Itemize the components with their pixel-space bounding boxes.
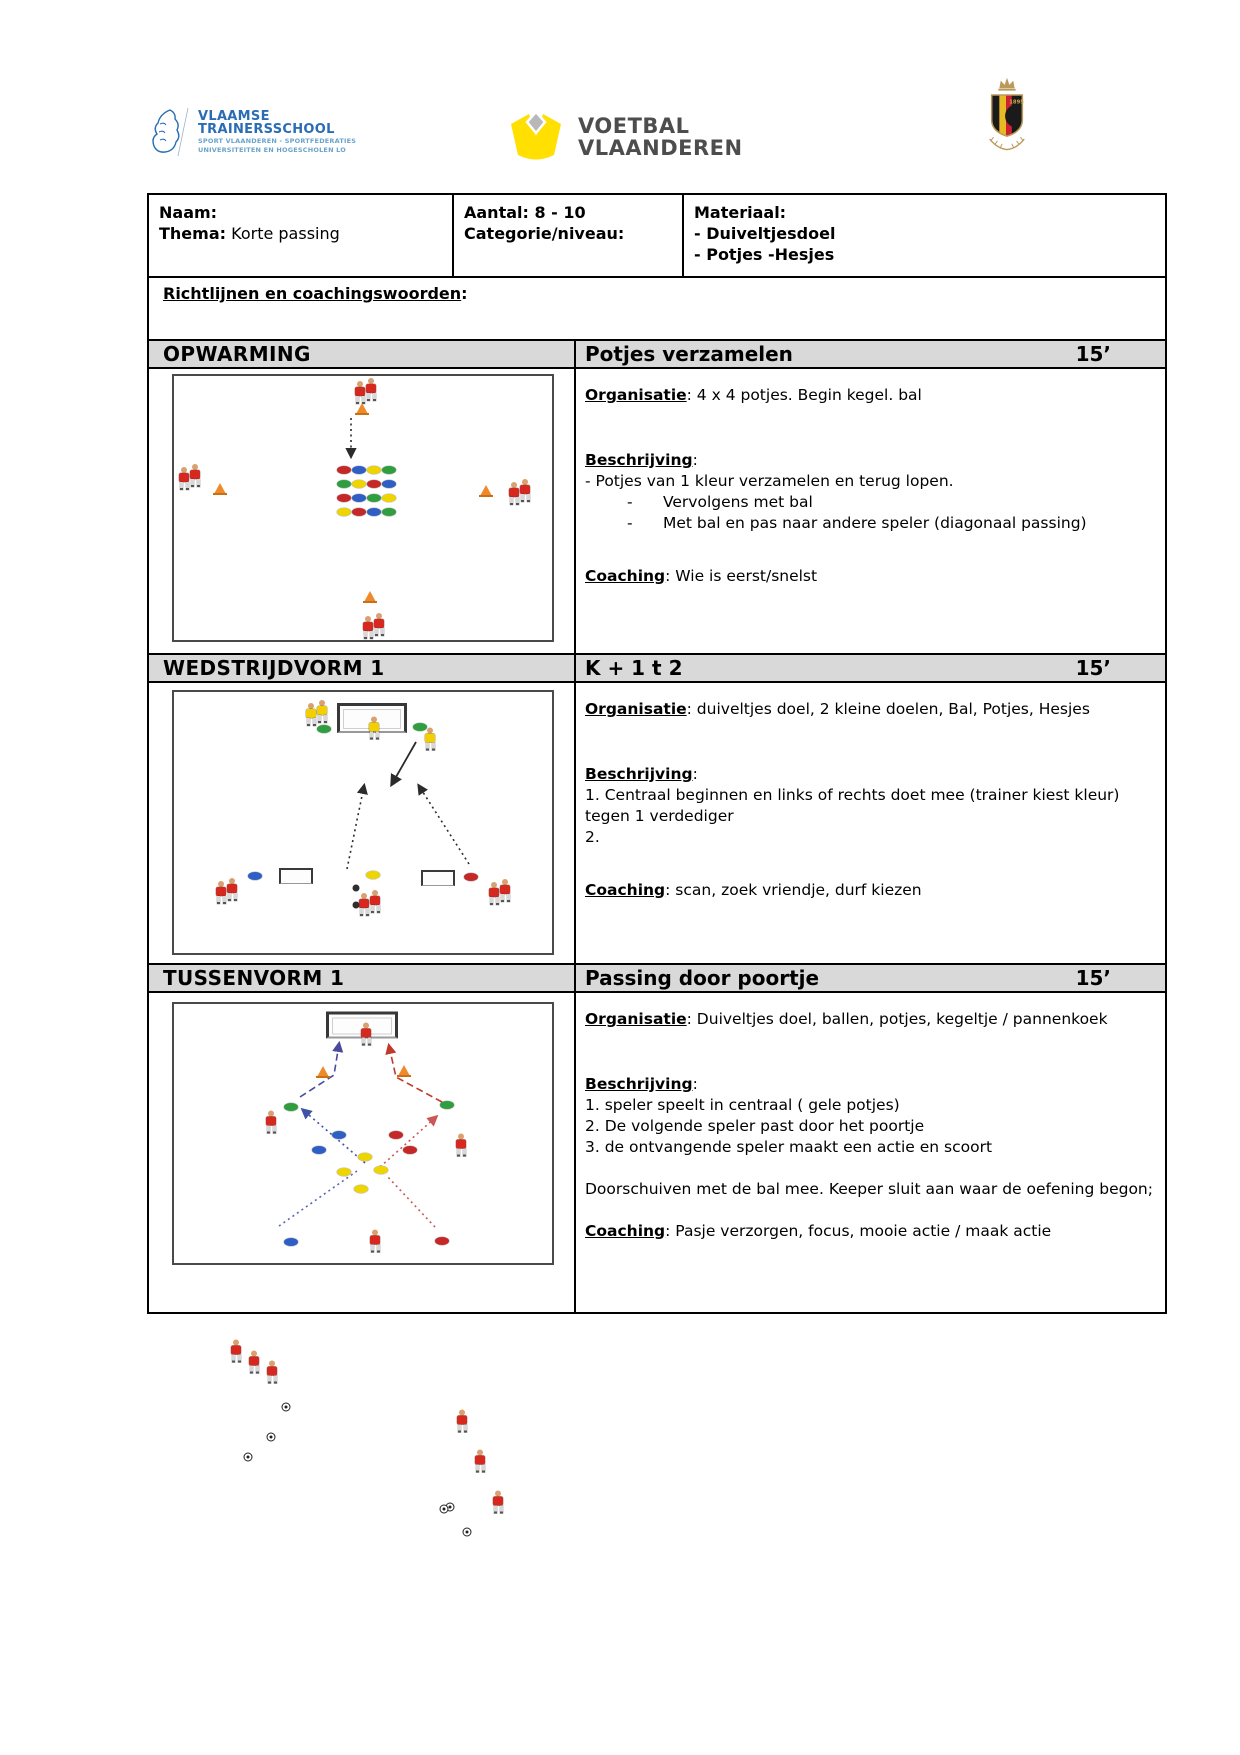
- section-duration: 15’: [1075, 966, 1111, 990]
- categorie-label: Categorie/niveau:: [464, 224, 625, 243]
- diagram-cell-1: [149, 369, 576, 653]
- disc-icon: [337, 466, 351, 474]
- organisatie-label: Organisatie: [585, 386, 687, 404]
- coaching-text: : Pasje verzorgen, focus, mooie actie / maak actie: [665, 1222, 1052, 1240]
- beschrijving-line-1: 1. Centraal beginnen en links of rechts doet mee (trainer kiest kleur) tegen 1 verdediger: [585, 786, 1120, 825]
- diagram-2: [172, 690, 554, 955]
- disc-icon: [464, 873, 478, 881]
- disc-icon: [352, 480, 366, 488]
- beschrijving-line-1: 1. speler speelt in centraal ( gele potjes): [585, 1096, 900, 1114]
- disc-icon: [352, 494, 366, 502]
- player-mid-right: [455, 1134, 467, 1159]
- vv-name-line1: VOETBAL: [578, 114, 690, 138]
- disc-icon: [354, 1185, 368, 1193]
- beschrijving-label: Beschrijving: [585, 765, 693, 783]
- beschrijving-line-2: Vervolgens met bal: [663, 493, 813, 511]
- aantal-label: Aantal: 8 - 10: [464, 203, 586, 222]
- vlaamse-trainersschool-logo: [146, 106, 356, 158]
- richtlijnen-label: Richtlijnen en coachingswoorden: [163, 284, 462, 303]
- section-title: K + 1 t 2: [585, 656, 683, 680]
- player-pair-bottom: [362, 613, 386, 641]
- beschrijving-line-2: 2. De volgende speler past door het poortje: [585, 1117, 925, 1135]
- section-duration: 15’: [1075, 342, 1111, 366]
- player-group-br-2: [474, 1450, 486, 1475]
- doorschuiven-paragraph: Doorschuiven met de bal mee. Keeper sluit aan waar de oefening begon;: [585, 1180, 1153, 1198]
- vv-logo-text: [578, 115, 743, 159]
- organisatie-label: Organisatie: [585, 1010, 687, 1028]
- disc-icon: [317, 725, 331, 733]
- beschrijving-line-1: - Potjes van 1 kleur verzamelen en terug lopen.: [585, 472, 954, 490]
- beschrijving-label: Beschrijving: [585, 1075, 693, 1093]
- disc-icon: [440, 1101, 454, 1109]
- section-phase-label: OPWARMING: [149, 341, 576, 367]
- beschrijving-label: Beschrijving: [585, 451, 693, 469]
- vv-name-line2: VLAANDEREN: [578, 136, 743, 160]
- section-text-opwarming: [576, 369, 1165, 653]
- cone-top: [355, 403, 369, 415]
- materiaal-item-1: - Duiveltjesdoel: [694, 224, 836, 243]
- disc-icon: [352, 508, 366, 516]
- section-duration: 15’: [1075, 656, 1111, 680]
- info-cell-materiaal: [684, 195, 1165, 276]
- bullet-dash: -: [627, 493, 633, 511]
- player-central: [369, 1230, 381, 1255]
- disc-icon: [366, 871, 380, 879]
- coaching-label: Coaching: [585, 567, 666, 585]
- player-yellow-right: [424, 728, 436, 753]
- diagram-3: [172, 1002, 554, 1265]
- mini-goal-right: [421, 870, 455, 886]
- thema-value: Korte passing: [231, 224, 340, 243]
- info-cell-naam: [149, 195, 454, 276]
- thema-label: Thema:: [159, 224, 227, 243]
- disc-icon: [337, 1168, 351, 1176]
- section-header-tussenvorm: [149, 963, 1165, 993]
- disc-icon: [332, 1131, 346, 1139]
- disc-icon: [367, 480, 381, 488]
- disc-icon: [382, 494, 396, 502]
- session-table: [147, 193, 1167, 1314]
- info-row: [149, 195, 1165, 278]
- coaching-text: : Wie is eerst/snelst: [665, 567, 818, 585]
- rbfa-year-label: 1895: [1009, 99, 1024, 106]
- vts-name-line1: VLAAMSE: [198, 109, 270, 124]
- disc-icon: [389, 1131, 403, 1139]
- section-title: Passing door poortje: [585, 966, 820, 990]
- bullet-dash: -: [627, 514, 633, 532]
- disc-icon: [374, 1166, 388, 1174]
- section-phase-label: TUSSENVORM 1: [149, 965, 576, 991]
- richtlijnen-row: [149, 278, 1165, 339]
- player-pair-right: [508, 479, 532, 507]
- keeper: [368, 717, 380, 742]
- belgian-fa-crest-icon: [984, 74, 1030, 160]
- disc-icon: [337, 494, 351, 502]
- disc-icon: [382, 466, 396, 474]
- player-pair-yellow-left: [305, 700, 329, 728]
- player-mid-left: [265, 1111, 277, 1136]
- beschrijving-colon: :: [692, 765, 698, 783]
- belgian-fa-crest: [984, 74, 1030, 164]
- player-group-bl-1: [230, 1340, 242, 1365]
- keeper: [360, 1023, 372, 1048]
- vts-sub-line1: SPORT VLAANDEREN - SPORTFEDERATIES: [198, 137, 357, 145]
- richtlijnen-colon: :: [461, 284, 468, 303]
- ballw-icon: [267, 1433, 276, 1442]
- disc-icon: [352, 466, 366, 474]
- disc-icon: [284, 1238, 298, 1246]
- cone-left: [316, 1066, 330, 1078]
- disc-icon: [435, 1237, 449, 1245]
- materiaal-label: Materiaal:: [694, 203, 787, 222]
- diagram-cell-3: [149, 993, 576, 1312]
- mini-goal-left: [279, 868, 313, 884]
- materiaal-item-2: - Potjes -Hesjes: [694, 245, 835, 264]
- cone-right: [479, 485, 493, 497]
- naam-label: Naam:: [159, 203, 218, 222]
- section-header-wedstrijdvorm: [149, 653, 1165, 683]
- player-pair-left: [178, 464, 202, 492]
- player-group-bl-3: [266, 1361, 278, 1386]
- organisatie-text: : 4 x 4 potjes. Begin kegel. bal: [686, 386, 922, 404]
- disc-icon: [367, 466, 381, 474]
- disc-icon: [337, 508, 351, 516]
- voetbal-vlaanderen-logo: [508, 110, 743, 164]
- beschrijving-colon: :: [692, 451, 698, 469]
- disc-icon: [382, 508, 396, 516]
- player-pair-top: [354, 378, 378, 406]
- coaching-label: Coaching: [585, 1222, 666, 1240]
- player-pair-red-left: [215, 878, 239, 906]
- voetbal-vlaanderen-crest-icon: [508, 110, 564, 164]
- disc-icon: [358, 1153, 372, 1161]
- player-group-br-1: [456, 1410, 468, 1435]
- ball-icon: [353, 885, 360, 892]
- beschrijving-line-3: 3. de ontvangende speler maakt een actie en scoort: [585, 1138, 993, 1156]
- disc-icon: [248, 872, 262, 880]
- disc-icon: [337, 480, 351, 488]
- ballw-icon: [244, 1453, 253, 1462]
- vts-logo-text: [198, 110, 356, 154]
- vts-sub-line2: UNIVERSITEITEN EN HOGESCHOLEN LO: [198, 146, 347, 154]
- coaching-text: : scan, zoek vriendje, durf kiezen: [665, 881, 922, 899]
- flemish-lion-icon: [146, 106, 190, 158]
- disc-icon: [382, 480, 396, 488]
- disc-icon: [367, 494, 381, 502]
- ballw-icon: [282, 1403, 291, 1412]
- diagram-1: [172, 374, 554, 642]
- cone-left: [213, 483, 227, 495]
- player-group-br-3: [492, 1491, 504, 1516]
- disc-icon: [403, 1146, 417, 1154]
- section-title: Potjes verzamelen: [585, 342, 793, 366]
- section-body-wedstrijdvorm: [149, 683, 1165, 963]
- ball-icon: [353, 902, 360, 909]
- organisatie-text: : Duiveltjes doel, ballen, potjes, kegeltje / pannenkoek: [686, 1010, 1108, 1028]
- player-group-bl-2: [248, 1351, 260, 1376]
- beschrijving-line-3: Met bal en pas naar andere speler (diagonaal passing): [663, 514, 1087, 532]
- section-body-tussenvorm: [149, 993, 1165, 1312]
- vts-name-line2: TRAINERSSCHOOL: [198, 122, 335, 137]
- cone-bottom: [363, 591, 377, 603]
- info-cell-aantal: [454, 195, 684, 276]
- ballw-icon: [440, 1505, 449, 1514]
- organisatie-text: : duiveltjes doel, 2 kleine doelen, Bal, Potjes, Hesjes: [686, 700, 1090, 718]
- section-text-wedstrijdvorm: [576, 683, 1165, 963]
- player-pair-red-right: [488, 879, 512, 907]
- disc-icon: [312, 1146, 326, 1154]
- disc-icon: [367, 508, 381, 516]
- beschrijving-colon: :: [692, 1075, 698, 1093]
- section-header-opwarming: [149, 339, 1165, 369]
- section-body-opwarming: [149, 369, 1165, 653]
- disc-icon: [413, 723, 427, 731]
- section-phase-label: WEDSTRIJDVORM 1: [149, 655, 576, 681]
- ballw-icon: [463, 1528, 472, 1537]
- beschrijving-line-2: 2.: [585, 828, 600, 846]
- diagram-cell-2: [149, 683, 576, 963]
- cone-right: [397, 1065, 411, 1077]
- organisatie-label: Organisatie: [585, 700, 687, 718]
- section-text-tussenvorm: [576, 993, 1165, 1312]
- disc-icon: [284, 1103, 298, 1111]
- coaching-label: Coaching: [585, 881, 666, 899]
- player-pair-red-center: [358, 890, 382, 918]
